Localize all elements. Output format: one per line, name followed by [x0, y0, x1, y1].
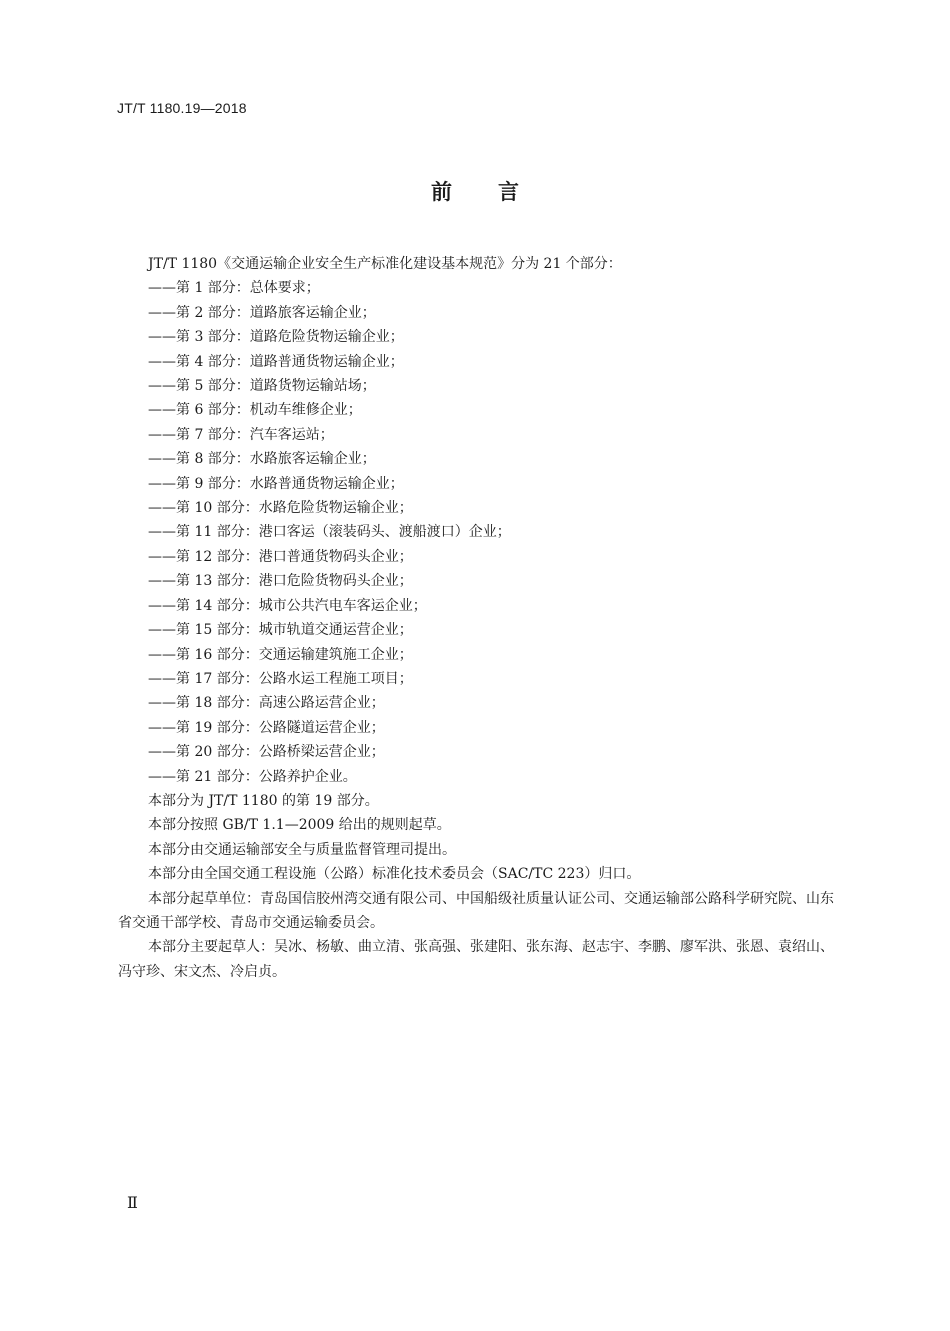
list-item: ——第 12 部分：港口普通货物码头企业； [148, 548, 413, 565]
list-item: ——第 9 部分：水路普通货物运输企业； [148, 475, 404, 492]
list-item: ——第 4 部分：道路普通货物运输企业； [148, 353, 404, 370]
parts-list [118, 276, 834, 789]
list-item: ——第 17 部分：公路水运工程施工项目； [148, 670, 413, 687]
list-item: ——第 14 部分：城市公共汽电车客运企业； [148, 597, 427, 614]
list-item: ——第 8 部分：水路旅客运输企业； [148, 451, 376, 468]
list-item: ——第 5 部分：道路货物运输站场； [148, 378, 376, 395]
list-item: ——第 7 部分：汽车客运站； [148, 426, 334, 443]
list-item: ——第 1 部分：总体要求； [148, 280, 320, 297]
list-item: ——第 2 部分：道路旅客运输企业； [148, 304, 376, 321]
list-item: ——第 18 部分：高速公路运营企业； [148, 695, 385, 712]
page-number: Ⅱ [127, 1195, 138, 1212]
managed-by-statement: 本部分由全国交通工程设施（公路）标准化技术委员会（SAC/TC 223）归口。 [148, 866, 641, 883]
drafters-paragraph: 本部分主要起草人：吴冰、杨敏、曲立清、张高强、张建阳、张东海、赵志宇、李鹏、廖军洪、张恩、袁绍山、冯守珍、宋文杰、冷启贞。 [118, 939, 834, 980]
list-item: ——第 19 部分：公路隧道运营企业； [148, 719, 385, 736]
list-item: ——第 13 部分：港口危险货物码头企业； [148, 573, 413, 590]
proposed-by-statement: 本部分由交通运输部安全与质量监督管理司提出。 [148, 841, 456, 858]
drafting-rules-statement: 本部分按照 GB/T 1.1—2009 给出的规则起草。 [148, 817, 451, 834]
list-item: ——第 6 部分：机动车维修企业； [148, 402, 362, 419]
drafting-units-paragraph: 本部分起草单位：青岛国信胶州湾交通有限公司、中国船级社质量认证公司、交通运输部公路科学研究院、山东省交通干部学校、青岛市交通运输委员会。 [118, 890, 834, 931]
list-item: ——第 15 部分：城市轨道交通运营企业； [148, 622, 413, 639]
list-item: ——第 10 部分：水路危险货物运输企业； [148, 500, 413, 517]
page-title: 前言 [431, 180, 565, 204]
foreword-body [118, 252, 834, 984]
part-of-statement: 本部分为 JT/T 1180 的第 19 部分。 [148, 792, 379, 809]
standard-code: JT/T 1180.19—2018 [117, 100, 247, 116]
list-item: ——第 21 部分：公路养护企业。 [148, 768, 357, 785]
list-item: ——第 16 部分：交通运输建筑施工企业； [148, 646, 413, 663]
list-item: ——第 3 部分：道路危险货物运输企业； [148, 329, 404, 346]
intro-paragraph: JT/T 1180《交通运输企业安全生产标准化建设基本规范》分为 21 个部分： [148, 256, 622, 272]
list-item: ——第 20 部分：公路桥梁运营企业； [148, 744, 385, 761]
list-item: ——第 11 部分：港口客运（滚装码头、渡船渡口）企业； [148, 524, 511, 541]
